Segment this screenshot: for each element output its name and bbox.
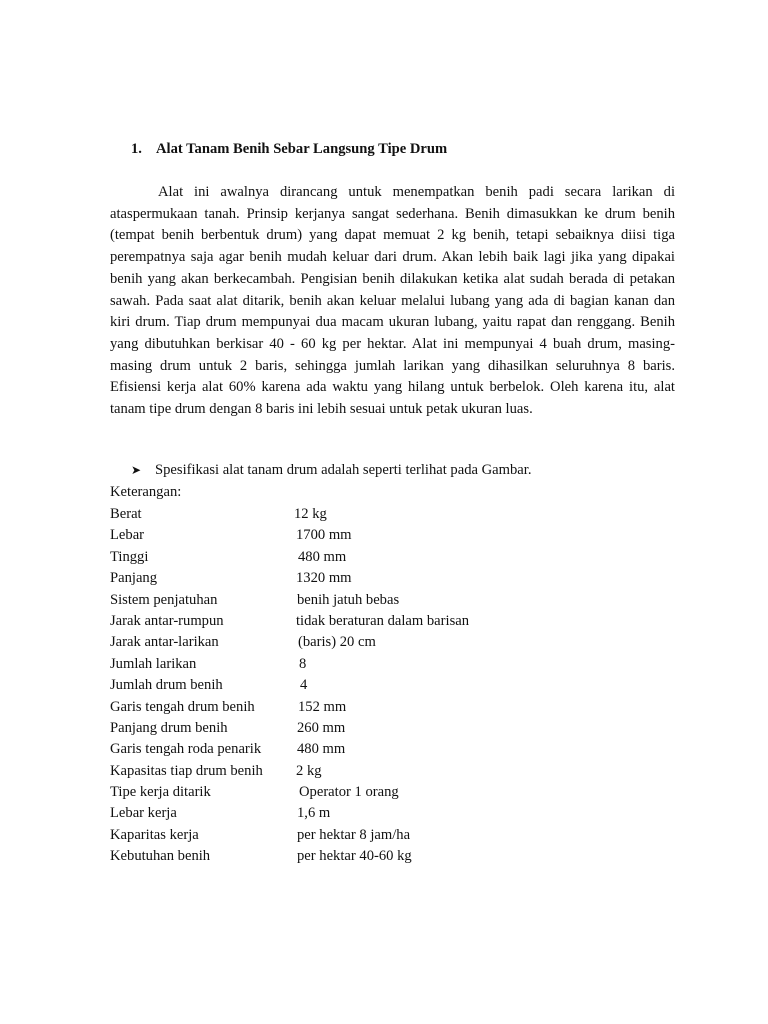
spec-row	[110, 782, 610, 803]
spec-row	[110, 525, 610, 546]
spec-row	[110, 590, 610, 611]
spec-row	[110, 611, 610, 632]
spec-value: 480 mm	[298, 548, 347, 565]
spec-value: (baris) 20 cm	[298, 634, 376, 651]
spec-value: per hektar 8 jam/ha	[297, 826, 411, 843]
spec-list	[110, 504, 610, 868]
spec-row	[110, 504, 610, 525]
spec-value: benih jatuh bebas	[297, 591, 400, 608]
spec-row	[110, 568, 610, 589]
spec-label: Jumlah drum benih	[110, 677, 223, 694]
spec-row	[110, 825, 610, 846]
spec-row	[110, 697, 610, 718]
spec-row	[110, 803, 610, 824]
spec-value: tidak beraturan dalam barisan	[296, 612, 470, 629]
spec-row	[110, 632, 610, 653]
spec-label: Tinggi	[110, 548, 149, 565]
arrow-bullet-icon: ➤	[131, 463, 142, 477]
spec-value: 260 mm	[297, 719, 346, 736]
spec-row	[110, 739, 610, 760]
body-paragraph	[110, 182, 675, 421]
spec-value: 480 mm	[297, 741, 346, 758]
heading-title: Alat Tanam Benih Sebar Langsung Tipe Drum	[156, 141, 448, 157]
keterangan-label: Keterangan:	[110, 484, 182, 500]
spec-bullet	[131, 462, 531, 479]
spec-value: 152 mm	[298, 698, 347, 715]
spec-label: Jarak antar-rumpun	[110, 612, 224, 629]
spec-label: Lebar kerja	[110, 805, 177, 822]
spec-label: Jumlah larikan	[110, 655, 197, 672]
spec-label: Kaparitas kerja	[110, 826, 199, 843]
spec-value: 12 kg	[294, 506, 327, 522]
spec-label: Garis tengah roda penarik	[110, 741, 262, 758]
spec-label: Garis tengah drum benih	[110, 698, 255, 715]
spec-row	[110, 761, 610, 782]
spec-value: 1700 mm	[296, 527, 352, 544]
spec-label: Jarak antar-larikan	[110, 634, 219, 651]
spec-value: 4	[300, 677, 308, 694]
body-paragraph-text: Alat ini awalnya dirancang untuk menempatkan benih padi secara larikan di ataspermukaan tanah. Prinsip kerjanya sangat sederhana. Benih dimasukkan ke drum benih (tempat benih berbentuk drum) yang dapat memuat 2 kg benih, tetapi sebaiknya diisi tiga perempatnya saja agar benih mudah keluar dari drum. Akan lebih baik lagi jika yang dipakai benih yang akan berkecambah. Pengisian benih dilakukan ketika alat sudah berada di petakan sawah. Pada saat alat ditarik, benih akan keluar melalui lubang yang ada di bagian kanan dan kiri drum. Tiap drum mempunyai dua macam ukuran lubang, yaitu rapat dan renggang. Benih yang dibutuhkan berkisar 40 - 60 kg per hektar. Alat ini mempunyai 4 buah drum, masing-masing drum untuk 2 baris, sehingga jumlah larikan yang dihasilkan seluruhnya 8 baris. Efisiensi kerja alat 60% karena ada waktu yang hilang untuk berbelok. Oleh karena itu, alat tanam tipe drum dengan 8 baris ini lebih sesuai untuk petak ukuran luas.	[110, 184, 675, 418]
spec-label: Kebutuhan benih	[110, 848, 211, 865]
spec-value: per hektar 40-60 kg	[297, 848, 412, 865]
spec-value: 8	[299, 655, 307, 672]
spec-label: Lebar	[110, 527, 145, 544]
spec-row	[110, 846, 610, 867]
spec-row	[110, 547, 610, 568]
spec-row	[110, 675, 610, 696]
spec-value: 1320 mm	[296, 570, 352, 587]
spec-row	[110, 654, 610, 675]
spec-label: Sistem penjatuhan	[110, 591, 218, 608]
spec-label: Kapasitas tiap drum benih	[110, 762, 263, 779]
spec-value: Operator 1 orang	[299, 784, 399, 801]
spec-label: Panjang	[110, 570, 158, 587]
spec-value: 2 kg	[296, 762, 322, 779]
spec-label: Panjang drum benih	[110, 719, 228, 736]
section-heading	[131, 141, 447, 158]
spec-bullet-text: Spesifikasi alat tanam drum adalah seperti terlihat pada Gambar.	[155, 462, 532, 478]
spec-row	[110, 718, 610, 739]
spec-label: Tipe kerja ditarik	[110, 784, 211, 801]
spec-value: 1,6 m	[297, 805, 331, 822]
spec-label: Berat	[110, 506, 142, 522]
heading-number: 1.	[131, 141, 142, 157]
